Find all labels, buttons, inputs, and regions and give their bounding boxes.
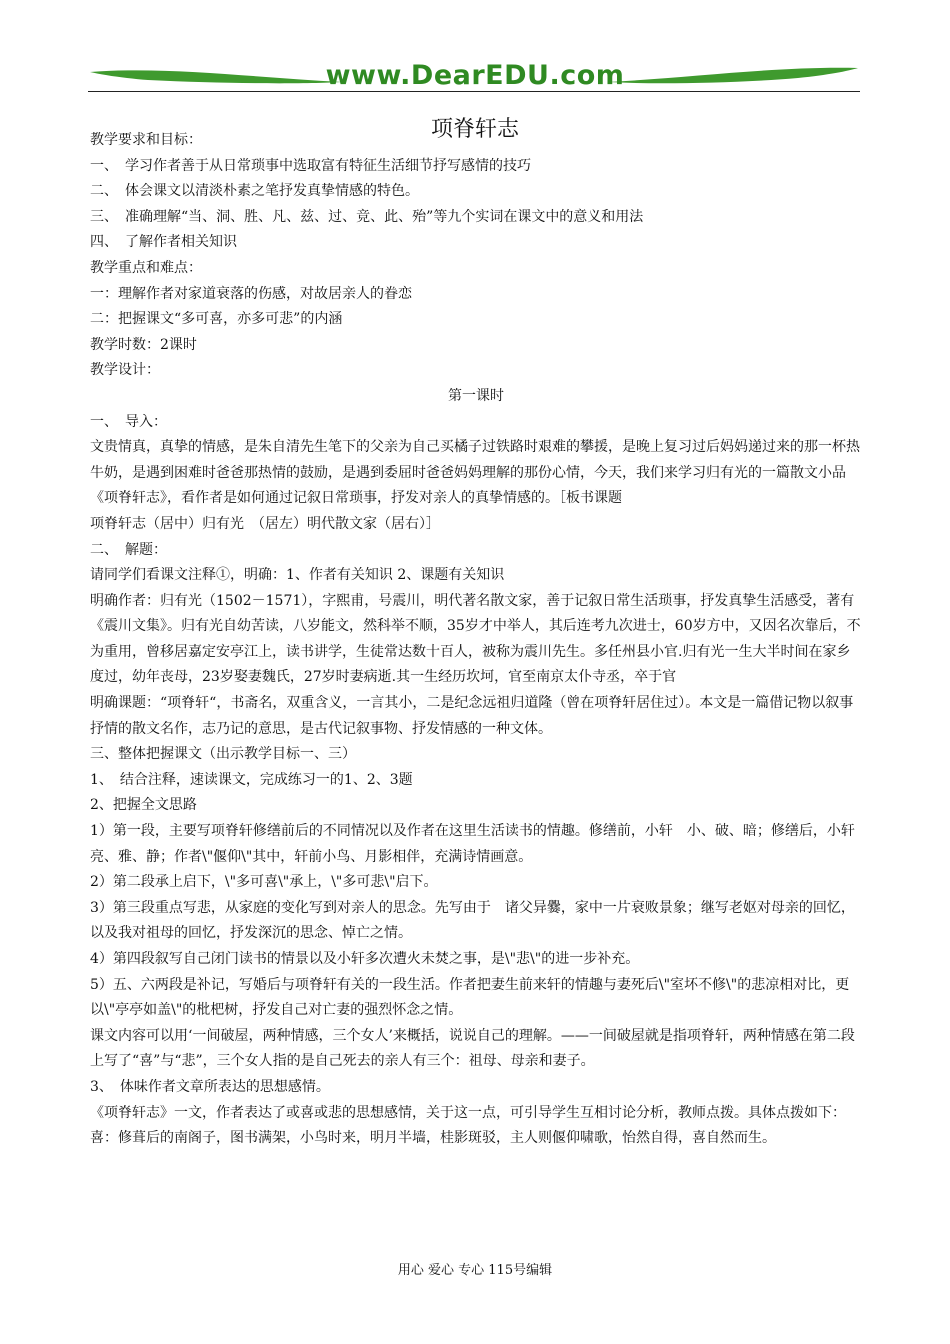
- paragraph: 四、 了解作者相关知识: [90, 234, 237, 251]
- paragraph: 明确课题：“项脊轩“，书斋名，双重含义，一言其小，二是纪念远祖归道隆（曾在项脊轩居住过）。本文是一篇借记物以叙事抒情的散文名作，志乃记的意思，是古代记叙事物、抒发情感的一种文体。: [90, 695, 854, 737]
- paragraph: 三、整体把握课文（出示教学目标一、三）: [90, 746, 356, 763]
- paragraph: 喜：修葺后的南阁子，图书满架，小鸟时来，明月半墙，桂影斑驳，主人则偃仰啸歌，怡然自得，喜自然而生。: [90, 1130, 776, 1147]
- paragraph: 教学时数：2课时: [90, 336, 197, 353]
- paragraph: 4）第四段叙写自己闭门读书的情景以及小轩多次遭火未焚之事，是\"悲\"的进一步补充。: [90, 951, 640, 967]
- document-body: [90, 128, 869, 1152]
- paragraph: 请同学们看课文注释①，明确：1、作者有关知识 2、课题有关知识: [90, 567, 505, 584]
- paragraph: 项脊轩志（居中）归有光 （居左）明代散文家（居右）］: [90, 515, 440, 532]
- document-title: 项脊轩志: [430, 116, 519, 142]
- paragraph: 1）第一段，主要写项脊轩修缮前后的不同情况以及作者在这里生活读书的情趣。修缮前，小轩 小、破、暗；修缮后，小轩 亮、雅、静；作者\"偃仰\"其中，轩前小鸟、月影相伴，充满诗情画意。: [90, 823, 869, 865]
- paragraph: 文贵情真，真挚的情感，是朱自清先生笔下的父亲为自己买橘子过铁路时艰难的攀援，是晚上复习过后妈妈递过来的那一杯热牛奶，是遇到困难时爸爸那热情的鼓励，是遇到委屈时爸爸妈妈理解的那份心情，今天，我们来学习归有光的一篇散文小品《项脊轩志》，看作者是如何通过记叙日常琐事，抒发对亲人的真挚情感的。［板书课题: [90, 439, 860, 507]
- paragraph: 一：理解作者对家道衰落的伤感，对故居亲人的眷恋: [90, 285, 412, 302]
- paragraph: 3）第三段重点写悲，从家庭的变化写到对亲人的思念。先写由于 诸父异爨，家中一片衰败景象；继写老妪对母亲的回忆，以及我对祖母的回忆，抒发深沉的思念、悼亡之情。: [90, 899, 855, 942]
- paragraph: 教学重点和难点：: [90, 259, 202, 276]
- paragraph: 2、把握全文思路: [90, 797, 197, 814]
- paragraph: 三、 准确理解“当、洞、胜、凡、兹、过、竞、此、殆”等九个实词在课文中的意义和用法: [90, 208, 644, 225]
- header-banner-url: www.DearEDU.com: [325, 60, 625, 91]
- paragraph: 《项脊轩志》一文，作者表达了或喜或悲的思想感情，关于这一点，可引导学生互相讨论分析，教师点拨。具体点拨如下：: [90, 1104, 846, 1121]
- paragraph: 二：把握课文“多可喜，亦多可悲”的内涵: [90, 311, 343, 328]
- paragraph: 2）第二段承上启下，\"多可喜\"承上，\"多可悲\"启下。: [90, 874, 438, 891]
- paragraph: 二、 体会课文以清淡朴素之笔抒发真挚情感的特色。: [90, 183, 419, 200]
- paragraph: 一、 导入：: [90, 413, 167, 430]
- paragraph: 课文内容可以用‘一间破屋，两种情感，三个女人’来概括，说说自己的理解。——一间破屋就是指项脊轩，两种情感在第二段上写了“喜”与“悲”，三个女人指的是自己死去的亲人有三个：祖母、母亲和妻子。: [90, 1027, 855, 1070]
- paragraph: 5）五、六两段是补记，写婚后与项脊轩有关的一段生活。作者把妻生前来轩的情趣与妻死后\"室坏不修\"的悲凉相对比，更以\"亭亭如盖\"的枇杷树，抒发自己对亡妻的强烈怀念之情。: [90, 976, 850, 1019]
- section-heading: 第一课时: [448, 387, 504, 404]
- page-footer: 用心 爱心 专心 115号编辑: [397, 1263, 553, 1278]
- header-rule: [88, 91, 860, 92]
- paragraph: 教学要求和目标：: [90, 132, 202, 148]
- paragraph: 教学设计：: [90, 362, 160, 379]
- paragraph: 一、 学习作者善于从日常琐事中选取富有特征生活细节抒写感情的技巧: [90, 157, 531, 174]
- paragraph: 二、 解题：: [90, 541, 167, 558]
- paragraph: 3、 体味作者文章所表达的思想感情。: [90, 1078, 330, 1095]
- paragraph: 1、 结合注释，速读课文，完成练习一的1、2、3题: [90, 771, 413, 788]
- paragraph: 明确作者：归有光（1502－1571），字熙甫，号震川，明代著名散文家，善于记叙日常生活琐事，抒发真挚生活感受，著有《震川文集》。归有光自幼苦读，八岁能文，然科举不顺，35岁才中举人，其后连考九次进士，60岁方中，又因名次靠后，不为重用，曾移居嘉定安亭江上，读书讲学，生徒常达数十百人，被称为震川先生。多任州县小官.归有光一生大半时间在家乡度过，幼年丧母，23岁娶妻魏氏，27岁时妻病逝.其一生经历坎坷，官至南京太仆寺丞，卒于官: [90, 592, 861, 686]
